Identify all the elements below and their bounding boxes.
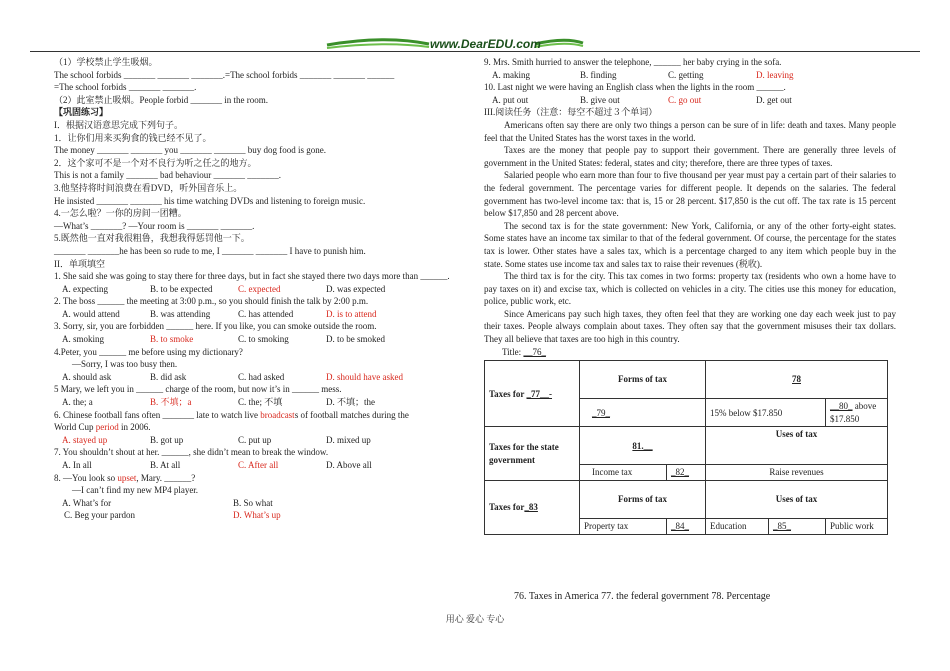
stem-part: s of football matches during the [294,409,409,420]
highlight-word: broadcast [260,409,295,420]
blank-85: _85_ [769,519,826,535]
title-line [484,346,896,359]
question-options [54,333,466,346]
option: A. would attend [62,308,120,319]
table-cell: __80_ above $17.850 [826,399,888,427]
option: C. put up [238,434,272,445]
option: A. should ask [62,371,112,382]
question-options [54,509,466,522]
option-answer: D. should have asked [326,371,403,382]
blank-78: 78 [706,361,888,399]
question-stem: 9. Mrs. Smith hurried to answer the telephone, ______ her baby crying in the sofa. [484,57,782,67]
option: A. expecting [62,283,108,294]
question-stem: 4.Peter, you ______ me before using my dictionary? [54,346,243,357]
section-heading: III.阅读任务（注意：每空不超过３个单词） [484,107,658,118]
blank-84: _84_ [667,519,706,535]
page-header [30,33,920,55]
option: B. finding [580,69,617,80]
option: A. put out [492,94,529,105]
row-label: Taxes for_83 [485,481,580,535]
stem-part: World Cup [54,422,96,433]
header-cell: Forms of tax [580,481,706,519]
question-options [54,396,466,409]
text-line: The money _______ _______ you _______ _______ buy dog food is gone. [54,145,326,156]
text-line: 3.他坚持将时间浪费在看DVD，听外国音乐上。 [54,182,243,193]
question-options [54,308,466,321]
question-stem: 10. Last night we were having an English class when the lights in the room ______. [484,82,786,93]
text-line: 2．这个家可不是一个对不良行为听之任之的地方。 [54,157,257,168]
text-line: 4.一怎么啦？一你的房间一团糟。 [54,208,187,219]
site-logo [325,35,585,53]
stem-part: , Mary. ______? [136,472,196,483]
blank-80: __80_ [830,401,853,412]
question-stem [54,421,466,434]
answer-key: 76. Taxes in America 77. the federal government 78. Percentage [514,591,771,602]
table-cell: Raise revenues [706,465,888,481]
blank-77: _77__- [526,388,553,399]
reading-paragraph: Taxes are the money that people pay to support their government. There are generally three levels of government in the United States: federal, states and city; therefore, there are three types of taxes. [484,145,896,168]
question-reply: —Sorry, I was too busy then. [72,359,178,370]
option: A. making [492,69,530,80]
header-cell: Uses of tax [706,427,888,465]
text-line: I．根据汉语意思完成下列句子。 [54,119,183,130]
option: B. to be expected [150,283,213,294]
option-answer: B. 不填；a [150,397,192,408]
question-options [484,94,896,107]
question-options [54,459,466,472]
option: C. has attended [238,308,294,319]
question-options [54,283,466,296]
blank-83: _83 [524,502,538,513]
right-column [484,56,896,535]
reading-paragraph: The third tax is for the city. This tax comes in two forms: property tax (residents who own a home have to pay taxes on it) and excise tax, which is collected on vehicles in a city. The cities use this money for education, police, public work, etc. [484,271,896,307]
header-cell: Uses of tax [706,481,888,519]
reading-paragraph: Since Americans pay such high taxes, they often feel that they are working one day each week just to pay their taxes. People always complain about taxes. They often say that the government misuses their tax dollars. They all believe that taxes are too high in this country. [484,308,896,345]
text-line: 5.既然他一直对我很粗鲁，我想我得惩罚他一下。 [54,233,250,244]
option: D. Above all [326,460,372,470]
option: C. Beg your pardon [64,510,135,521]
question-stem: 1. She said she was going to stay there for three days, but in fact she stayed there two days more than ______. [54,271,450,282]
reading-paragraph: Salaried people who earn more than four to five thousand per year must pay a certain part of their salaries to the federal government. The percentage varies for different people. It depends on the salaries. The federal government has two-level income tax: that is, 15 or 28 percent. $17,850 is the cut off. The tax rate is 15 percent below $17,850 and 28 percent above. [484,170,896,219]
page-footer: 用心 爱心 专心 [445,614,505,624]
option: D. 不填；the [326,397,375,408]
text-line: —What’s _______? —Your room is _______ _______. [54,220,255,231]
row-label: Taxes for the state government [485,427,580,481]
option: B. did ask [150,371,187,382]
option: C. had asked [238,371,285,382]
option-answer: C. go out [668,94,702,105]
option: B. So what [233,497,273,508]
highlight-word: upset [117,472,137,483]
question-options [484,69,896,82]
question-stem: 5 Mary, we left you in ______ charge of the room, but now it’s in ______ mess. [54,384,342,395]
stem-part: in 2006. [118,422,151,433]
option: C. the; 不填 [238,397,283,408]
text-line: He insisted _______ _______ his time watching DVDs and listening to foreign music. [54,195,366,206]
section-heading: II．单项填空 [54,258,105,269]
text-line: _______ _______he has been so rude to me, I _______ _______ I have to punish him. [54,245,366,256]
text-line: The school forbids _______ _______ _______.=The school forbids _______ _______ ______ [54,69,395,80]
option: B. give out [580,94,620,105]
blank-79: _79_ [580,399,706,427]
option-answer: C. expected [238,283,281,294]
option-answer: D. is to attend [326,308,377,319]
title-label: Title: [502,346,524,357]
option: B. got up [150,434,184,445]
table-cell: Education [706,519,769,535]
question-stem [54,472,466,485]
option: A. In all [62,460,92,470]
header-cell: Forms of tax [580,361,706,399]
table-cell: 15% below $17.850 [706,399,826,427]
question-options [54,497,466,510]
logo-text: www.DearEDU.com [430,37,541,51]
option: C. to smoking [238,334,289,345]
option-answer: D. leaving [756,69,794,80]
option: B. At all [150,460,181,470]
option-answer: C. After all [238,460,279,470]
option: D. mixed up [326,434,371,445]
option-answer: B. to smoke [150,334,194,345]
question-options [54,371,466,384]
stem-part: 8. —You look so [54,472,118,483]
option: A. the; a [62,397,93,408]
question-stem: 7. You shouldn’t shout at her. ______, she didn’t mean to break the window. [54,447,329,458]
text-line: （1）学校禁止学生吸烟。 [54,57,158,67]
stem-part: 6. Chinese football fans often _______ late to watch live [54,409,261,420]
reading-paragraph: Americans often say there are only two things a person can be sure of in life: death and taxes. Many people feel that the United States has the worst taxes in the world. [484,119,896,143]
option-answer: D. What’s up [233,510,281,521]
table-cell: Public work [826,519,888,535]
blank-82: _82_ [667,465,706,481]
question-options [54,434,466,447]
option: C. getting [668,69,704,80]
option: A. What’s for [62,497,112,508]
option: D. to be smoked [326,334,385,345]
option: D. get out [756,94,792,105]
option: D. was expected [326,283,386,294]
reading-paragraph: The second tax is for the state government: New York, California, or any of the other forty-eight states. Some states have an income tax similar to that of the federal government. Of course, the percentage for the states tax is lower. Other states have a sales tax, which is a percentage charged to any item which people buy in the state. Some states use income tax and sales tax to raise their revenues (税收). [484,220,896,269]
question-stem: 3. Sorry, sir, you are forbidden ______ here. If you like, you can smoke outside the room. [54,321,377,332]
title-blank: __76_ [523,346,546,357]
question-reply: —I can’t find my new MP4 player. [72,485,199,496]
table-cell: Income tax [580,465,667,481]
tax-table [484,360,888,534]
text-line: =The school forbids _______ _______. [54,82,197,93]
row-label: Taxes for _77__- [485,361,580,427]
blank-81: 81.__ [580,427,706,465]
table-cell: Property tax [580,519,667,535]
text-line: This is not a family _______ bad behaviour _______ _______. [54,170,281,181]
option-answer: A. stayed up [62,434,108,445]
section-heading: 【巩固练习】 [54,107,109,118]
option: A. smoking [62,334,105,345]
option: B. was attending [150,308,211,319]
text-line: 1．让你们用来买狗食的钱已经不见了。 [54,132,212,143]
question-stem: 2. The boss ______ the meeting at 3:00 p.m., so you should finish the talk by 2:00 p.m. [54,296,369,307]
left-column [54,56,466,522]
text-line: （2）此室禁止吸烟。People forbid _______ in the room. [54,94,268,105]
highlight-word: period [95,422,119,433]
question-stem [54,409,466,422]
